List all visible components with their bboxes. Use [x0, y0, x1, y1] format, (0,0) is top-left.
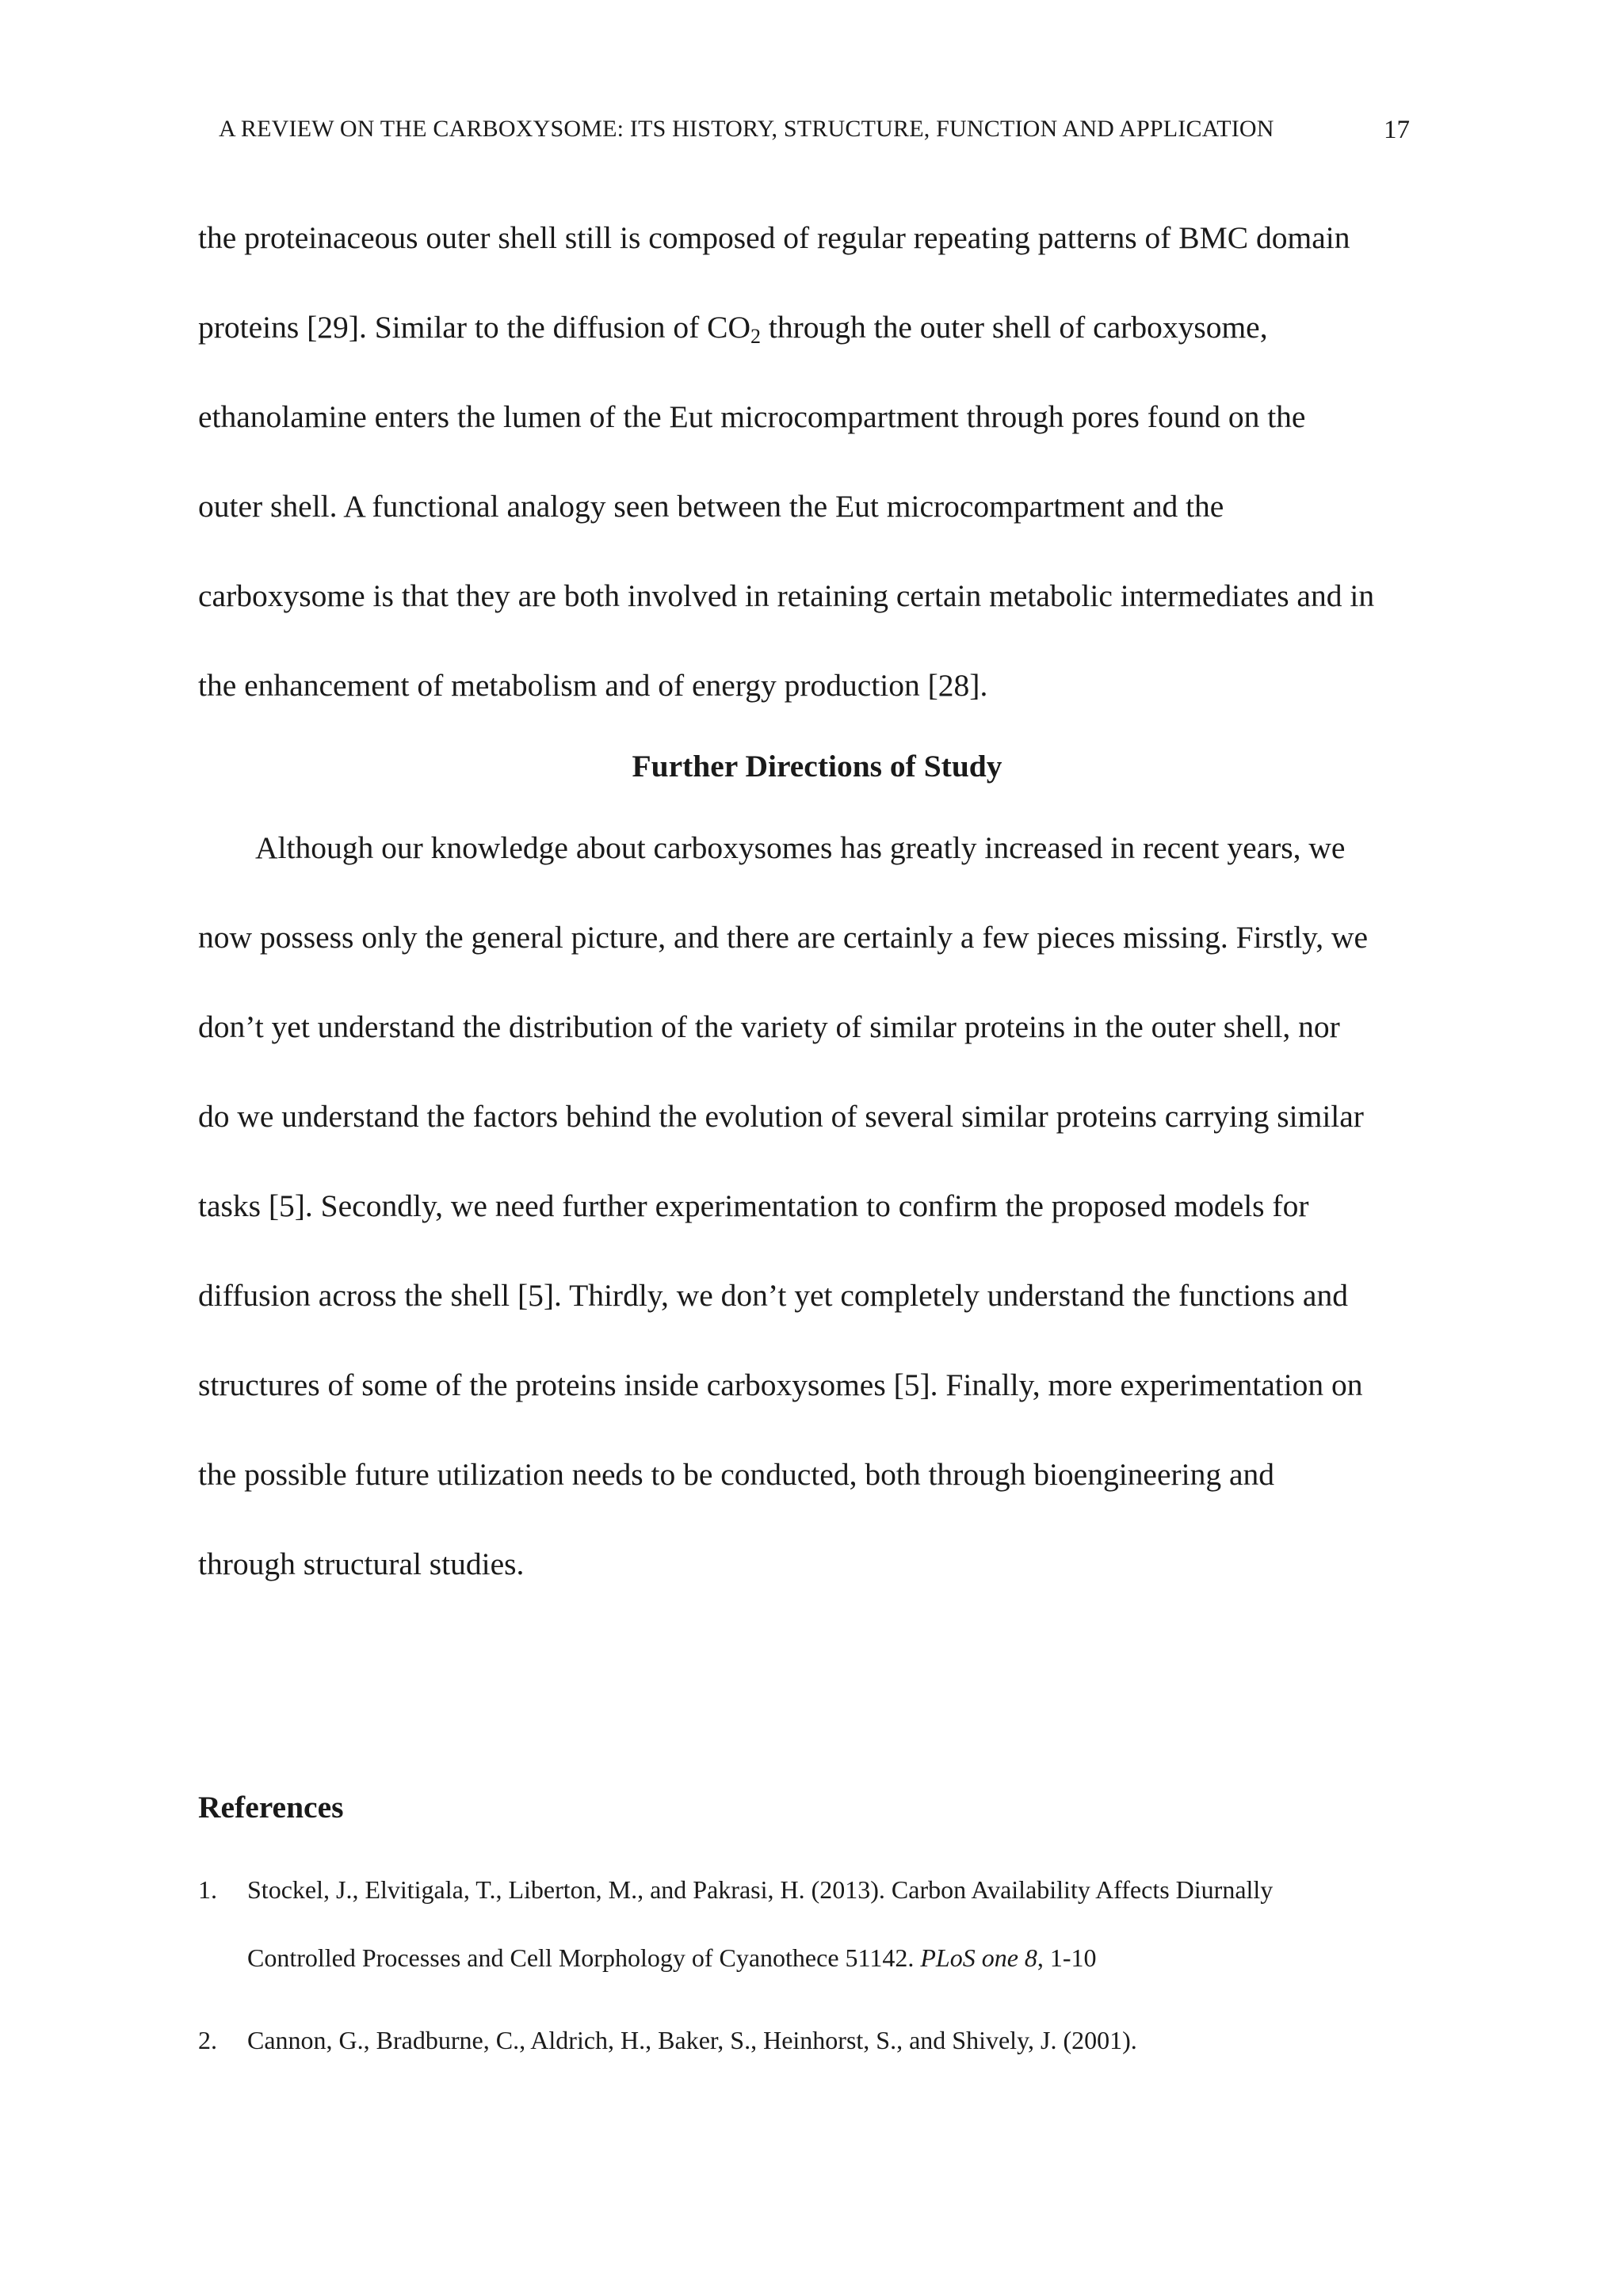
text-span: through the outer shell of carboxysome,	[761, 310, 1268, 345]
reference-line: Stockel, J., Elvitigala, T., Liberton, M., and Pakrasi, H. (2013). Carbon Availability Affects Diurnally	[247, 1875, 1274, 1904]
body-line: tasks [5]. Secondly, we need further experimentation to confirm the proposed models for	[198, 1188, 1309, 1223]
body-line: outer shell. A functional analogy seen between the Eut microcompartment and the	[198, 489, 1224, 524]
text-span: , 1-10	[1037, 1943, 1097, 1972]
subscript: 2	[750, 325, 762, 348]
body-line: the possible future utilization needs to be conducted, both through bioengineering and	[198, 1457, 1275, 1492]
body-line: ethanolamine enters the lumen of the Eut microcompartment through pores found on the	[198, 399, 1306, 434]
body-line: the proteinaceous outer shell still is composed of regular repeating patterns of BMC domain	[198, 220, 1350, 255]
body-line	[198, 307, 1268, 357]
text-span: proteins [29]. Similar to the diffusion of CO	[198, 310, 751, 345]
body-line: do we understand the factors behind the evolution of several similar proteins carrying similar	[198, 1099, 1364, 1134]
reference-number: 2.	[198, 2026, 217, 2054]
body-line: don’t yet understand the distribution of the variety of similar proteins in the outer shell, nor	[198, 1009, 1340, 1044]
reference-number: 1.	[198, 1875, 217, 1904]
reference-line: Cannon, G., Bradburne, C., Aldrich, H., Baker, S., Heinhorst, S., and Shively, J. (2001).	[247, 2026, 1137, 2054]
journal-name: PLoS one 8	[920, 1943, 1037, 1972]
body-line: carboxysome is that they are both involved in retaining certain metabolic intermediates and in	[198, 578, 1375, 613]
body-line: structures of some of the proteins inside carboxysomes [5]. Finally, more experimentation on	[198, 1367, 1363, 1402]
body-line: diffusion across the shell [5]. Thirdly, we don’t yet completely understand the functions and	[198, 1278, 1348, 1313]
reference-line	[247, 1942, 1097, 1974]
text-span: Controlled Processes and Cell Morphology of Cyanothece 51142.	[247, 1943, 921, 1972]
running-head: A REVIEW ON THE CARBOXYSOME: ITS HISTORY, STRUCTURE, FUNCTION AND APPLICATION	[219, 116, 1274, 142]
body-line: the enhancement of metabolism and of energy production [28].	[198, 668, 988, 703]
references-heading: References	[198, 1790, 344, 1825]
body-line: now possess only the general picture, and there are certainly a few pieces missing. Firstly, we	[198, 920, 1369, 955]
body-line: Although our knowledge about carboxysomes has greatly increased in recent years, we	[255, 830, 1346, 865]
body-line: through structural studies.	[198, 1547, 525, 1581]
page-number: 17	[1384, 116, 1410, 144]
section-heading: Further Directions of Study	[632, 749, 1002, 784]
